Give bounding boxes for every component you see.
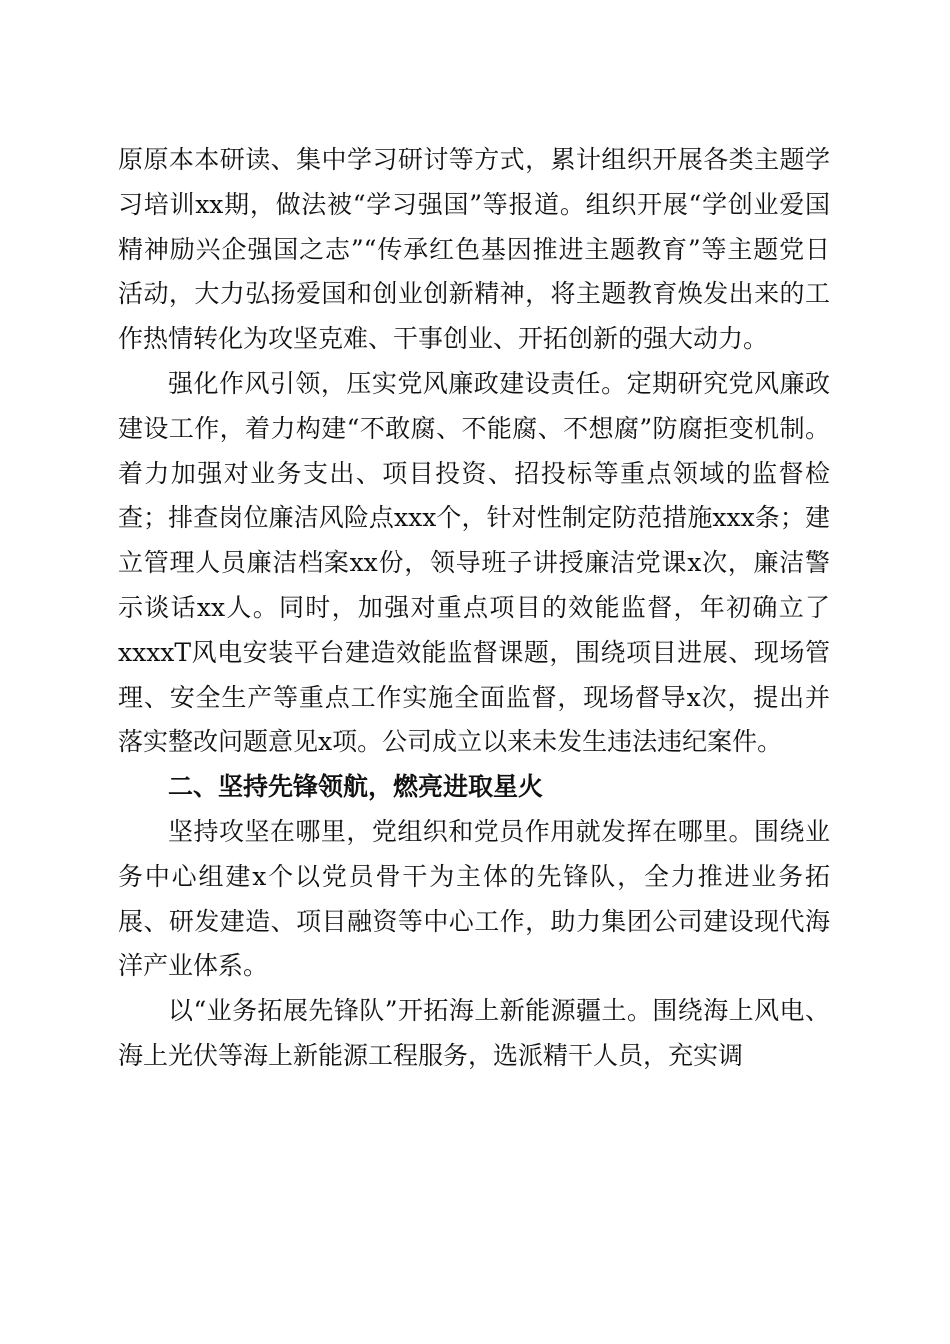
paragraph-continued-study: 原原本本研读、集中学习研讨等方式，累计组织开展各类主题学习培训xx期，做法被“学习强国”等报道。组织开展“学创业爱国精神励兴企强国之志”“传承红色基因推进主题教育”等主题党日活动，大力弘扬爱国和创业创新精神，将主题教育焕发出来的工作热情转化为攻坚克难、干事创业、开拓创新的强大动力。 [118,145,830,354]
section-heading-vanguard: 二、坚持先锋领航，燃亮进取星火 [168,772,544,802]
paragraph-business-expansion: 以“业务拓展先锋队”开拓海上新能源疆土。围绕海上风电、海上光伏等海上新能源工程服务，选派精干人员，充实调 [118,996,830,1070]
document-body [118,138,830,1079]
paragraph-integrity-discipline: 强化作风引领，压实党风廉政建设责任。定期研究党风廉政建设工作，着力构建“不敢腐、不能腐、不想腐”防腐拒变机制。着力加强对业务支出、项目投资、招投标等重点领域的监督检查；排查岗位廉洁风险点xxx个，针对性制定防范措施xxx条；建立管理人员廉洁档案xx份，领导班子讲授廉洁党课x次，廉洁警示谈话xx人。同时，加强对重点项目的效能监督，年初确立了xxxxT风电安装平台建造效能监督课题，围绕项目进展、现场管理、安全生产等重点工作实施全面监督，现场督导x次，提出并落实整改问题意见x项。公司成立以来未发生违法违纪案件。 [118,368,830,757]
paragraph-vanguard-teams: 坚持攻坚在哪里，党组织和党员作用就发挥在哪里。围绕业务中心组建x个以党员骨干为主体的先锋队，全力推进业务拓展、研发建造、项目融资等中心工作，助力集团公司建设现代海洋产业体系。 [118,816,830,981]
